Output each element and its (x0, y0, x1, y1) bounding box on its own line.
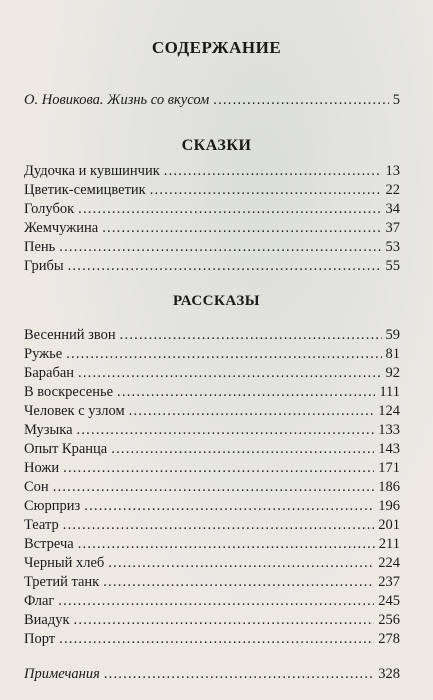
toc-entry (24, 402, 400, 421)
dot-leader (164, 162, 382, 181)
toc-entry (24, 162, 400, 181)
toc-entry (24, 573, 400, 592)
intro-page: 5 (392, 92, 400, 108)
intro-title-group (24, 91, 209, 110)
dot-leader (74, 611, 375, 630)
entry-title: Встреча (24, 536, 74, 552)
toc-entry (24, 181, 400, 200)
dot-leader (68, 257, 382, 276)
entry-title: Человек с узлом (24, 403, 125, 419)
toc-entry (24, 326, 400, 345)
notes-title: Примечания (24, 666, 100, 682)
dot-leader (63, 459, 374, 478)
notes-entry (24, 665, 400, 684)
toc-entry (24, 364, 400, 383)
dot-leader (66, 345, 381, 364)
toc-entry (24, 497, 400, 516)
entry-page: 196 (378, 498, 400, 514)
entry-page: 34 (385, 201, 400, 217)
dot-leader (150, 181, 382, 200)
dot-leader (117, 383, 375, 402)
entry-title: Голубок (24, 201, 75, 217)
dot-leader (78, 535, 375, 554)
dot-leader (213, 91, 388, 110)
entry-title: Барабан (24, 365, 75, 381)
toc-entry (24, 219, 400, 238)
dot-leader (59, 630, 374, 649)
entry-title: Театр (24, 517, 59, 533)
dot-leader (84, 497, 374, 516)
entry-title: Музыка (24, 422, 73, 438)
toc-entry (24, 440, 400, 459)
entry-title: Третий танк (24, 574, 100, 590)
toc-entry (24, 554, 400, 573)
entry-page: 59 (385, 327, 400, 343)
dot-leader (120, 326, 382, 345)
entry-title: Ружье (24, 346, 63, 362)
dot-leader (111, 440, 374, 459)
entry-title: Виадук (24, 612, 70, 628)
entry-title: Сон (24, 479, 49, 495)
stories-heading: РАССКАЗЫ (173, 293, 260, 309)
entry-page: 13 (385, 163, 400, 179)
entry-page: 224 (378, 555, 400, 571)
dot-leader (108, 554, 374, 573)
dot-leader (53, 478, 375, 497)
entry-page: 171 (378, 460, 400, 476)
tales-heading: СКАЗКИ (181, 137, 252, 154)
entry-title: Весенний звон (24, 327, 116, 343)
entry-title: Пень (24, 239, 56, 255)
entry-title: Опыт Кранца (24, 441, 108, 457)
entry-page: 124 (378, 403, 400, 419)
toc-entry (24, 459, 400, 478)
entry-title: Сюрприз (24, 498, 81, 514)
toc-entry (24, 257, 400, 276)
dot-leader (78, 364, 381, 383)
toc-entry (24, 516, 400, 535)
entry-page: 256 (378, 612, 400, 628)
intro-author: О. Новикова. (24, 92, 104, 108)
dot-leader (103, 573, 374, 592)
contents-heading: СОДЕРЖАНИЕ (151, 38, 282, 57)
notes-page: 328 (378, 666, 400, 682)
entry-title: Черный хлеб (24, 555, 105, 571)
toc-entry (24, 383, 400, 402)
entry-page: 211 (378, 536, 400, 552)
toc-entry (24, 592, 400, 611)
entry-page: 53 (385, 239, 400, 255)
toc-entry (24, 611, 400, 630)
toc-entry (24, 238, 400, 257)
entry-title: Ножи (24, 460, 60, 476)
entry-page: 37 (385, 220, 400, 236)
entry-page: 111 (379, 384, 400, 400)
entry-page: 237 (378, 574, 400, 590)
entry-title: В воскресенье (24, 384, 114, 400)
entry-page: 143 (378, 441, 400, 457)
entry-page: 22 (385, 182, 400, 198)
entry-page: 92 (385, 365, 400, 381)
toc-entry (24, 535, 400, 554)
entry-title: Цветик-семицветик (24, 182, 146, 198)
dot-leader (77, 421, 375, 440)
entry-page: 201 (378, 517, 400, 533)
dot-leader (102, 219, 381, 238)
dot-leader (63, 516, 375, 535)
dot-leader (104, 665, 374, 684)
dot-leader (58, 592, 374, 611)
intro-title: Жизнь со вкусом (107, 92, 210, 108)
dot-leader (129, 402, 375, 421)
entry-page: 186 (378, 479, 400, 495)
toc-entry (24, 478, 400, 497)
entry-page: 81 (385, 346, 400, 362)
entry-title: Порт (24, 631, 56, 647)
toc-entry (24, 200, 400, 219)
entry-title: Флаг (24, 593, 55, 609)
intro-entry (24, 91, 400, 110)
entry-page: 133 (378, 422, 400, 438)
entry-title: Грибы (24, 258, 64, 274)
entry-title: Жемчужина (24, 220, 99, 236)
entry-page: 278 (378, 631, 400, 647)
toc-entry (24, 345, 400, 364)
dot-leader (78, 200, 381, 219)
toc-entry (24, 421, 400, 440)
dot-leader (59, 238, 381, 257)
entry-title: Дудочка и кувшинчик (24, 163, 160, 179)
entry-page: 245 (378, 593, 400, 609)
entry-page: 55 (385, 258, 400, 274)
toc-entry (24, 630, 400, 649)
